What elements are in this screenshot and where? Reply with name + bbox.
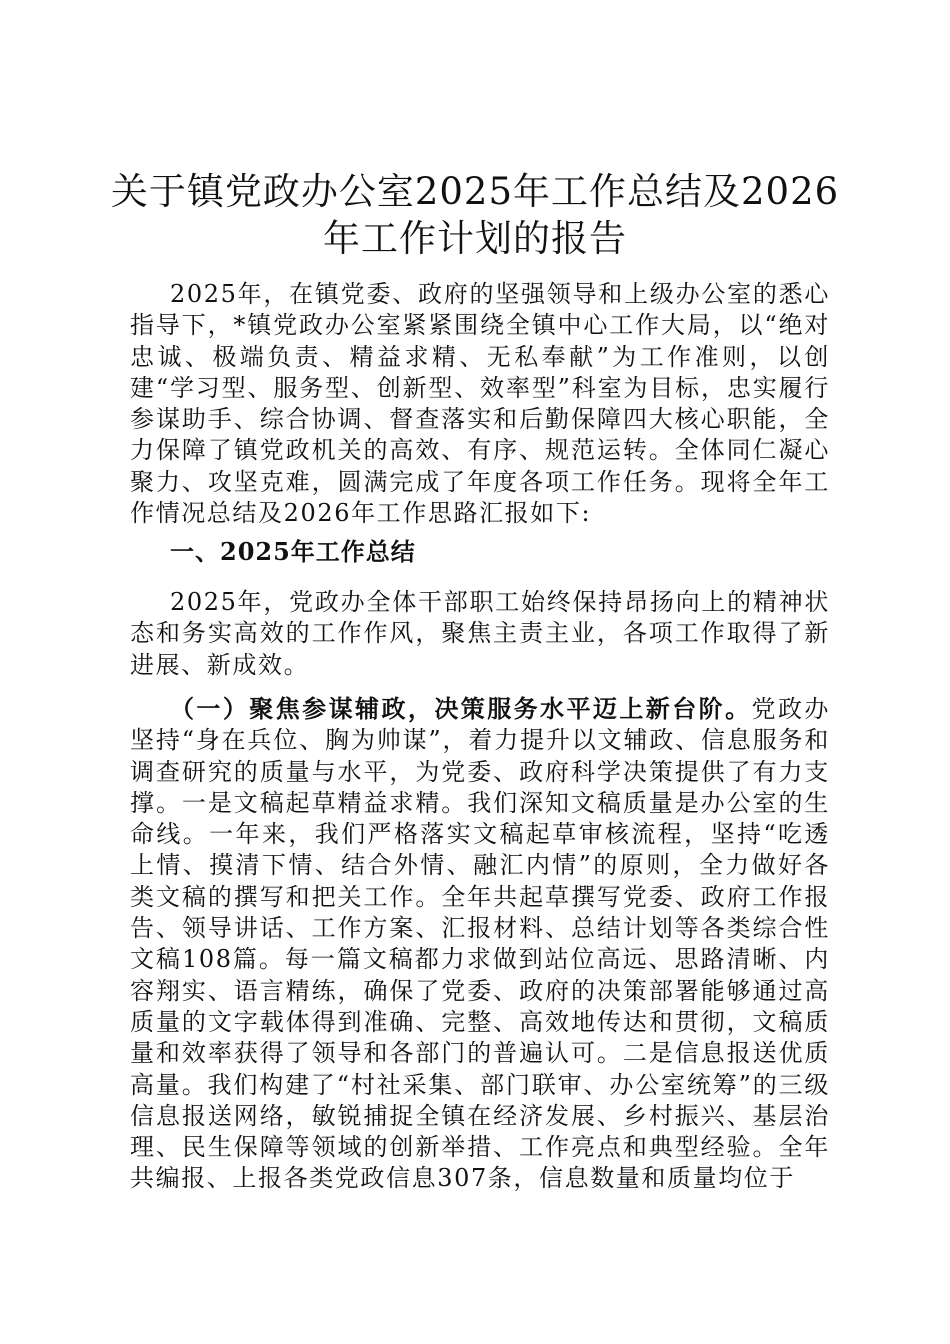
- subsection-text: 党政办坚持“身在兵位、胸为帅谋”，着力提升以文辅政、信息服务和调查研究的质量与水平，为党委、政府科学决策提供了有力支撑。一是文稿起草精益求精。我们深知文稿质量是办公室的生命线。一年来，我们严格落实文稿起草审核流程，坚持“吃透上情、摸清下情、结合外情、融汇内情”的原则，全力做好各类文稿的撰写和把关工作。全年共起草撰写党委、政府工作报告、领导讲话、工作方案、汇报材料、总结计划等各类综合性文稿108篇。每一篇文稿都力求做到站位高远、思路清晰、内容翔实、语言精练，确保了党委、政府的决策部署能够通过高质量的文字载体得到准确、完整、高效地传达和贯彻，文稿质量和效率获得了领导和各部门的普遍认可。二是信息报送优质高量。我们构建了“村社采集、部门联审、办公室统筹”的三级信息报送网络，敏锐捕捉全镇在经济发展、乡村振兴、基层治理、民生保障等领域的创新举措、工作亮点和典型经验。全年共编报、上报各类党政信息307条，信息数量和质量均位于: [130, 695, 830, 1193]
- document-title: 关于镇党政办公室2025年工作总结及2026年工作计划的报告: [110, 170, 840, 260]
- subsection-paragraph: [130, 693, 830, 1195]
- subsection-lead: （一）聚焦参谋辅政，决策服务水平迈上新台阶。: [170, 694, 752, 723]
- section-paragraph: 2025年，党政办全体干部职工始终保持昂扬向上的精神状态和务实高效的工作作风，聚焦主责主业，各项工作取得了新进展、新成效。: [130, 588, 830, 679]
- intro-paragraph: 2025年，在镇党委、政府的坚强领导和上级办公室的悉心指导下，*镇党政办公室紧紧围绕全镇中心工作大局，以“绝对忠诚、极端负责、精益求精、无私奉献”为工作准则，以创建“学习型、服务型、创新型、效率型”科室为目标，忠实履行参谋助手、综合协调、督查落实和后勤保障四大核心职能，全力保障了镇党政机关的高效、有序、规范运转。全体同仁凝心聚力、攻坚克难，圆满完成了年度各项工作任务。现将全年工作情况总结及2026年工作思路汇报如下:: [130, 280, 830, 528]
- section-heading: 一、2025年工作总结: [170, 537, 416, 566]
